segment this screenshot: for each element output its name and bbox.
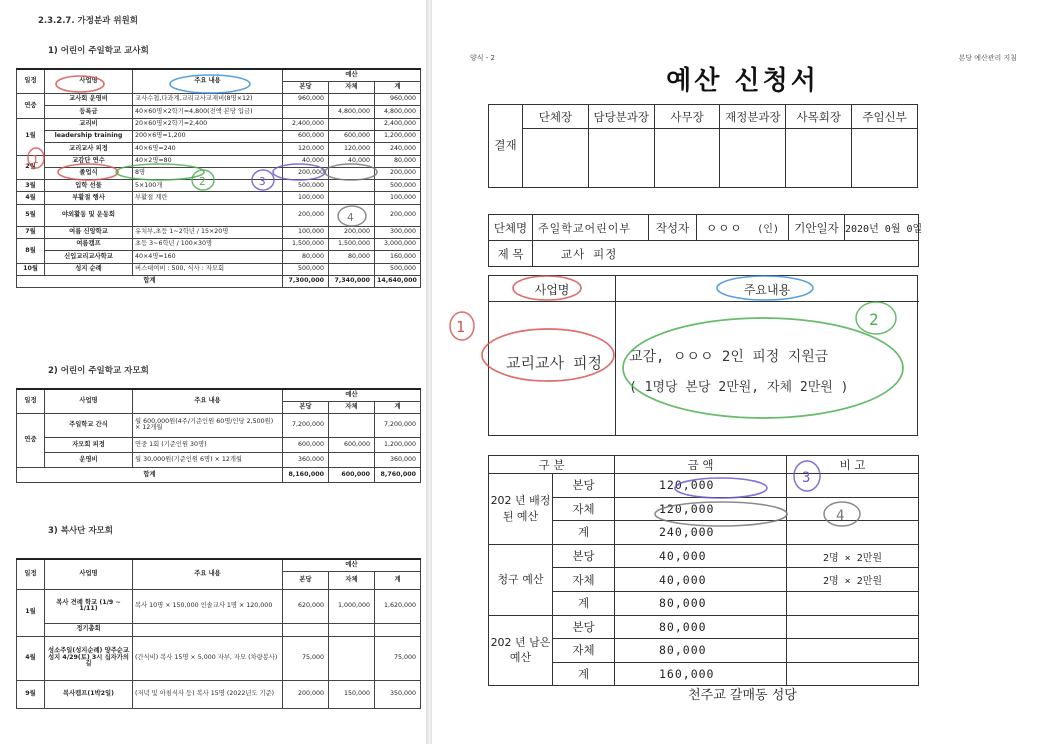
budget-amount[interactable]: 120,000 [615, 497, 787, 521]
row-month: 1월 [17, 118, 45, 155]
header-content: 주요 내용 [133, 389, 283, 413]
row-main: 600,000 [283, 437, 329, 452]
row-main: 200,000 [283, 167, 329, 179]
section2-title: 2) 어린이 주일학교 자모회 [48, 366, 149, 376]
approval-col: 사무장 [654, 105, 720, 129]
row-content: 40×60명×2학기=4,800(전액 본당 입금) [133, 106, 283, 118]
row-total: 4,800,000 [375, 106, 421, 118]
row-project: 부활절 행사 [45, 192, 133, 204]
teachers-budget-table [16, 68, 421, 288]
row-total: 1,200,000 [375, 437, 421, 452]
row-main: 100,000 [283, 192, 329, 204]
budget-amount[interactable]: 40,000 [615, 568, 787, 592]
approval-col: 재정분과장 [720, 105, 786, 129]
row-self: 4,800,000 [329, 106, 375, 118]
row-self: 80,000 [329, 251, 375, 263]
marker-label: 2 [869, 310, 879, 329]
header-project: 사업명 [45, 389, 133, 413]
row-month: 9월 [17, 680, 45, 708]
row-project: 졸업식 [45, 167, 133, 179]
detail-divider [615, 276, 616, 436]
info-table [488, 214, 923, 267]
row-month: 2월 [17, 155, 45, 180]
budget-sub-label: 본당 [553, 615, 615, 639]
row-total: 240,000 [375, 143, 421, 155]
budget-note[interactable] [787, 639, 919, 663]
row-content [133, 623, 283, 636]
row-main: 500,000 [283, 180, 329, 192]
row-project: 교리비 [45, 118, 133, 130]
row-self: 600,000 [329, 437, 375, 452]
signature-box[interactable] [588, 129, 654, 188]
budget-note[interactable] [787, 474, 919, 498]
seal-mark: (인) [758, 223, 779, 235]
row-main: 360,000 [283, 452, 329, 467]
row-content: 교사수첩,다과계,교리교사교재비(8명×12) [133, 94, 283, 106]
total-total: 8,760,000 [375, 467, 421, 482]
row-project: 성소주일(성지순례) 양주순교성지 4/29(토) 3시 십자가의 길 [45, 636, 133, 680]
header-total: 계 [375, 571, 421, 589]
budget-amount[interactable]: 80,000 [615, 591, 787, 615]
signature-box[interactable] [786, 129, 852, 188]
row-self [329, 180, 375, 192]
header-main: 본당 [283, 81, 329, 93]
budget-sub-label: 계 [553, 662, 615, 686]
budget-note[interactable] [787, 591, 919, 615]
header-month: 일정 [17, 389, 45, 413]
row-total: 350,000 [375, 680, 421, 708]
budget-group-label: 202 년 배정된 예산 [489, 474, 553, 545]
budget-note[interactable] [787, 521, 919, 545]
row-main: 100,000 [283, 226, 329, 238]
total-main: 7,300,000 [283, 275, 329, 287]
signature-box[interactable] [523, 129, 589, 188]
section-title: 2.3.2.7. 가정분과 위원회 [38, 16, 138, 26]
row-project: 여름 신앙학교 [45, 226, 133, 238]
budget-sub-label: 계 [553, 521, 615, 545]
row-self [329, 623, 375, 636]
marker-label: 3 [802, 470, 811, 486]
form-number: 양식 - 2 [470, 54, 495, 62]
amount-header: 금 액 [615, 456, 787, 474]
row-total: 7,200,000 [375, 413, 421, 437]
total-total: 14,640,000 [375, 275, 421, 287]
row-main [283, 623, 329, 636]
row-self: 200,000 [329, 226, 375, 238]
row-content: 8명 [133, 167, 283, 179]
row-total: 200,000 [375, 167, 421, 179]
header-main: 본당 [283, 571, 329, 589]
header-month: 일정 [17, 559, 45, 589]
row-project: 복사캠프(1박2일) [45, 680, 133, 708]
row-month: 7월 [17, 226, 45, 238]
row-content: 월 600,000원(4주/기준인원 60명/인당 2,500원) × 12개월 [133, 413, 283, 437]
row-main: 620,000 [283, 589, 329, 623]
row-main: 1,500,000 [283, 239, 329, 251]
row-content: 20×60명×2학기=2,400 [133, 118, 283, 130]
budget-sub-label: 본당 [553, 474, 615, 498]
author-field[interactable] [697, 215, 789, 241]
row-project: leadership training [45, 130, 133, 142]
row-content: 복사 10명 × 150,000 인솔교사 1명 × 120,000 [133, 589, 283, 623]
row-month: 4월 [17, 636, 45, 680]
budget-amount[interactable]: 160,000 [615, 662, 787, 686]
budget-note[interactable] [787, 497, 919, 521]
row-content: 부활절 계란 [133, 192, 283, 204]
section1-title: 1) 어린이 주일학교 교사회 [48, 46, 149, 56]
total-main: 8,160,000 [283, 467, 329, 482]
marker-label: 4 [836, 508, 845, 524]
marker-label: 1 [32, 153, 39, 166]
header-budget: 예산 [283, 69, 421, 81]
header-self: 자체 [329, 401, 375, 413]
row-project: 교사회 운영비 [45, 94, 133, 106]
row-main [283, 106, 329, 118]
row-main: 200,000 [283, 204, 329, 226]
row-project: 자모회 피정 [45, 437, 133, 452]
row-month: 연중 [17, 413, 45, 467]
row-content [133, 204, 283, 226]
row-project: 입학 선물 [45, 180, 133, 192]
row-total: 500,000 [375, 263, 421, 275]
header-self: 자체 [329, 81, 375, 93]
row-project: 야외활동 및 운동회 [45, 204, 133, 226]
approval-col: 단체장 [523, 105, 589, 129]
marker-label: 3 [259, 175, 266, 188]
org-header: 본당 예산관리 지침 [958, 54, 1017, 62]
row-total: 300,000 [375, 226, 421, 238]
subject-value[interactable]: 교사 피정 [533, 241, 919, 267]
row-content: 유치부,초등 1~2학년 / 15×20명 [133, 226, 283, 238]
total-label: 합계 [17, 275, 283, 287]
row-self: 40,000 [329, 155, 375, 167]
row-self [329, 167, 375, 179]
header-project: 사업명 [45, 559, 133, 589]
header-total: 계 [375, 81, 421, 93]
budget-group-label: 202 년 남은 예산 [489, 615, 553, 686]
approval-table [488, 104, 918, 188]
row-month: 3월 [17, 180, 45, 192]
row-total: 200,000 [375, 204, 421, 226]
row-content: 월 30,000원(기준인원 6명) × 12개월 [133, 452, 283, 467]
budget-sub-label: 자체 [553, 568, 615, 592]
row-month: 4월 [17, 192, 45, 204]
row-content: 40×2명=80 [133, 155, 283, 167]
signature-box[interactable] [720, 129, 786, 188]
row-main: 960,000 [283, 94, 329, 106]
budget-amount[interactable]: 240,000 [615, 521, 787, 545]
project-value[interactable]: 교리교사 피정 [506, 354, 602, 372]
header-content: 주요 내용 [133, 69, 283, 94]
budget-note[interactable]: 2명 × 2만원 [787, 544, 919, 568]
group-value[interactable]: 주일학교어린이부 [533, 215, 649, 241]
total-self: 7,340,000 [329, 275, 375, 287]
row-main: 40,000 [283, 155, 329, 167]
budget-amount[interactable]: 40,000 [615, 544, 787, 568]
marker-label: 1 [456, 318, 466, 336]
row-self: 600,000 [329, 130, 375, 142]
row-content: 200×6명=1,200 [133, 130, 283, 142]
date-label: 기안일자 [789, 215, 845, 241]
row-main: 500,000 [283, 263, 329, 275]
category-header: 구 분 [489, 456, 615, 474]
form-title: 예산 신청서 [666, 66, 819, 96]
budget-note[interactable]: 2명 × 2만원 [787, 568, 919, 592]
row-total: 360,000 [375, 452, 421, 467]
budget-sub-label: 계 [553, 591, 615, 615]
row-total: 1,620,000 [375, 589, 421, 623]
row-main: 80,000 [283, 251, 329, 263]
row-month: 1월 [17, 589, 45, 636]
header-month: 일정 [17, 69, 45, 94]
section3-title: 3) 복사단 자모회 [48, 526, 113, 536]
header-budget: 예산 [283, 389, 421, 401]
row-total: 75,000 [375, 636, 421, 680]
approval-col: 담당분과장 [588, 105, 654, 129]
row-self [329, 263, 375, 275]
budget-amount[interactable]: 80,000 [615, 615, 787, 639]
budget-sub-label: 본당 [553, 544, 615, 568]
row-main: 75,000 [283, 636, 329, 680]
header-project: 사업명 [45, 69, 133, 94]
approval-col: 주임신부 [852, 105, 918, 129]
budget-sub-label: 자체 [553, 639, 615, 663]
budget-note[interactable] [787, 662, 919, 686]
row-total: 500,000 [375, 180, 421, 192]
parents-budget-table [16, 388, 421, 483]
row-project: 성지 순례 [45, 263, 133, 275]
approval-col: 사목회장 [786, 105, 852, 129]
content-label: 주요내용 [743, 283, 791, 297]
row-content: (저녁 및 아침식사 등) 복사 15명 (2022년도 기준) [133, 680, 283, 708]
project-label: 사업명 [534, 283, 570, 297]
right-page [432, 0, 1053, 744]
left-page [0, 0, 428, 744]
row-self [329, 204, 375, 226]
marker-label: 4 [347, 211, 354, 224]
row-project: 정기총회 [45, 623, 133, 636]
signature-box[interactable] [852, 129, 918, 188]
budget-amount[interactable]: 80,000 [615, 639, 787, 663]
budget-group-label: 청구 예산 [489, 544, 553, 615]
row-self [329, 636, 375, 680]
church-name: 천주교 갈매동 성당 [688, 688, 797, 703]
row-content: 초등 3~6학년 / 100×30명 [133, 239, 283, 251]
row-main: 7,200,000 [283, 413, 329, 437]
row-self [329, 192, 375, 204]
budget-note[interactable] [787, 615, 919, 639]
budget-table [488, 455, 919, 686]
row-self [329, 94, 375, 106]
row-project: 여름캠프 [45, 239, 133, 251]
row-self [329, 452, 375, 467]
row-project: 교감단 연수 [45, 155, 133, 167]
author-label: 작성자 [649, 215, 697, 241]
marker-label: 2 [199, 175, 206, 188]
row-total: 2,400,000 [375, 118, 421, 130]
row-month: 5월 [17, 204, 45, 226]
row-content: 5×100개 [133, 180, 283, 192]
header-main: 본당 [283, 401, 329, 413]
row-month: 연중 [17, 94, 45, 119]
row-content: 40×6명=240 [133, 143, 283, 155]
row-content: (간식비) 복사 15명 × 5,000 자부, 자모 (차량봉사) [133, 636, 283, 680]
header-budget: 예산 [283, 559, 421, 571]
row-main: 600,000 [283, 130, 329, 142]
row-project: 복사 견례 학교 (1/9 ~ 1/11) [45, 589, 133, 623]
row-total: 160,000 [375, 251, 421, 263]
approval-label: 결재 [489, 105, 523, 188]
altar-servers-budget-table [16, 558, 421, 709]
group-label: 단체명 [489, 215, 533, 241]
note-header: 비 고 [787, 456, 919, 474]
row-total: 960,000 [375, 94, 421, 106]
content-line2[interactable]: ( 1명당 본당 2만원, 자체 2만원 ) [629, 380, 849, 395]
row-main: 120,000 [283, 143, 329, 155]
row-project: 운영비 [45, 452, 133, 467]
row-project: 교리교사 피정 [45, 143, 133, 155]
row-project: 신입교리교사학교 [45, 251, 133, 263]
total-self: 600,000 [329, 467, 375, 482]
total-label: 합계 [17, 467, 283, 482]
budget-amount[interactable]: 120,000 [615, 474, 787, 498]
row-month: 8월 [17, 239, 45, 264]
signature-box[interactable] [654, 129, 720, 188]
row-total: 1,200,000 [375, 130, 421, 142]
row-self: 120,000 [329, 143, 375, 155]
row-content: 40×4명=160 [133, 251, 283, 263]
row-content: 버스대여비 : 500, 식사 : 자모회 [133, 263, 283, 275]
row-main: 2,400,000 [283, 118, 329, 130]
row-project: 주일학교 간식 [45, 413, 133, 437]
row-total [375, 623, 421, 636]
row-self: 150,000 [329, 680, 375, 708]
row-self [329, 413, 375, 437]
author-value: ㅇㅇㅇ [706, 220, 743, 235]
row-self: 1,000,000 [329, 589, 375, 623]
row-content: 연중 1회 (기준인원 30명) [133, 437, 283, 452]
row-self: 1,500,000 [329, 239, 375, 251]
row-total: 80,000 [375, 155, 421, 167]
row-total: 100,000 [375, 192, 421, 204]
row-total: 3,000,000 [375, 239, 421, 251]
row-main: 200,000 [283, 680, 329, 708]
budget-sub-label: 자체 [553, 497, 615, 521]
content-line1[interactable]: 교감, ㅇㅇㅇ 2인 피정 지원금 [629, 349, 829, 365]
subject-label: 제 목 [489, 241, 533, 267]
row-self [329, 118, 375, 130]
detail-box [488, 275, 918, 436]
date-value[interactable]: 2020년 0월 0일 [845, 215, 919, 241]
header-total: 계 [375, 401, 421, 413]
header-content: 주요 내용 [133, 559, 283, 589]
row-month: 10월 [17, 263, 45, 275]
header-self: 자체 [329, 571, 375, 589]
row-project: 등록금 [45, 106, 133, 118]
